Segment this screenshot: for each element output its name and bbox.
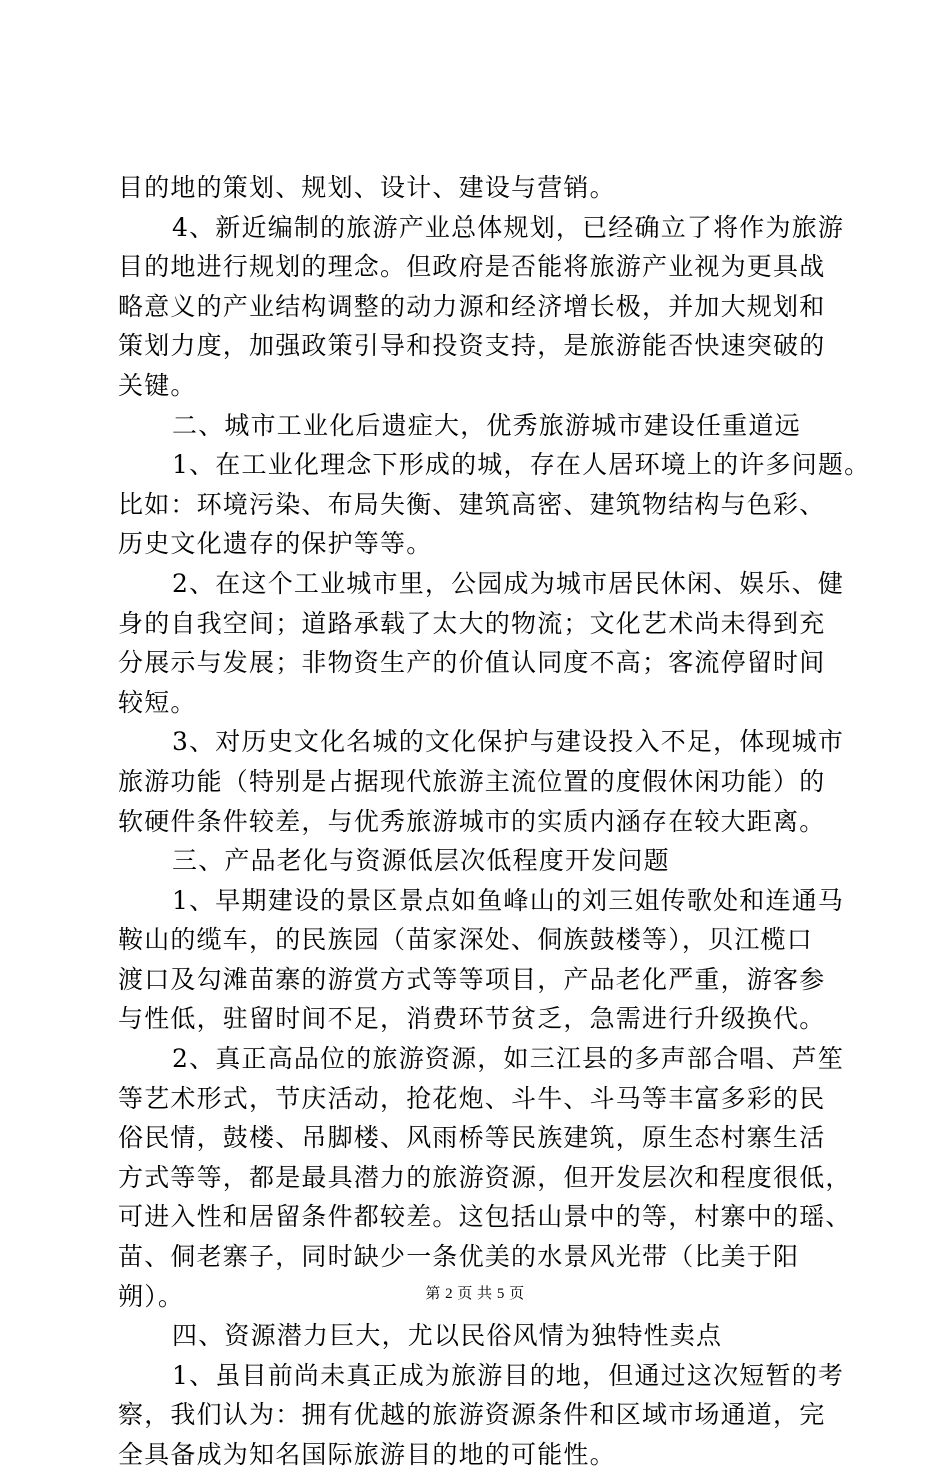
text-line: 三、产品老化与资源低层次低程度开发问题 <box>172 846 670 876</box>
text-line: 分展示与发展；非物资生产的价值认同度不高；客流停留时间 <box>118 648 826 678</box>
text-line: 1、早期建设的景区景点如鱼峰山的刘三姐传歌处和连通马 <box>172 885 845 915</box>
text-line: 旅游功能（特别是占据现代旅游主流位置的度假休闲功能）的 <box>118 766 826 796</box>
text-line: 朔）。 <box>118 1281 185 1311</box>
text-line: 3、对历史文化名城的文化保护与建设投入不足，体现城市 <box>172 727 845 757</box>
text-line: 软硬件条件较差，与优秀旅游城市的实质内涵存在较大距离。 <box>118 806 826 836</box>
text-line: 策划力度，加强政策引导和投资支持，是旅游能否快速突破的 <box>118 331 826 361</box>
text-line: 鞍山的缆车，的民族园（苗家深处、侗族鼓楼等），贝江榄口 <box>118 925 813 955</box>
text-line: 俗民情，鼓楼、吊脚楼、风雨桥等民族建筑，原生态村寨生活 <box>118 1123 826 1153</box>
text-line: 比如：环境污染、布局失衡、建筑高密、建筑物结构与色彩、 <box>118 489 826 519</box>
text-line: 1、在工业化理念下形成的城，存在人居环境上的许多问题。 <box>172 450 871 480</box>
text-line: 目的地的策划、规划、设计、建设与营销。 <box>118 173 616 202</box>
text-line: 历史文化遗存的保护等等。 <box>118 529 433 559</box>
text-line: 方式等等，都是最具潜力的旅游资源，但开发层次和程度很低， <box>118 1162 852 1192</box>
text-line: 与性低，驻留时间不足，消费环节贫乏，急需进行升级换代。 <box>118 1004 826 1034</box>
document-body <box>118 168 871 1475</box>
text-line: 四、资源潜力巨大，尤以民俗风情为独特性卖点 <box>172 1321 723 1351</box>
text-line: 1、虽目前尚未真正成为旅游目的地，但通过这次短暂的考 <box>172 1360 845 1390</box>
text-line: 渡口及勾滩苗寨的游赏方式等等项目，产品老化严重，游客参 <box>118 964 826 994</box>
text-line: 略意义的产业结构调整的动力源和经济增长极，并加大规划和 <box>118 291 826 321</box>
text-line: 目的地进行规划的理念。但政府是否能将旅游产业视为更具战 <box>118 252 826 282</box>
text-line: 全具备成为知名国际旅游目的地的可能性。 <box>118 1440 616 1469</box>
page-footer: 第 2 页 共 5 页 <box>425 1286 525 1302</box>
text-line: 身的自我空间；道路承载了太大的物流；文化艺术尚未得到充 <box>118 608 826 638</box>
text-line: 关键。 <box>118 370 197 400</box>
text-line: 等艺术形式，节庆活动，抢花炮、斗牛、斗马等丰富多彩的民 <box>118 1083 826 1113</box>
text-line: 2、在这个工业城市里，公园成为城市居民休闲、娱乐、健 <box>172 568 845 598</box>
text-line: 察，我们认为：拥有优越的旅游资源条件和区域市场通道，完 <box>118 1400 826 1430</box>
text-line: 苗、侗老寨子，同时缺少一条优美的水景风光带（比美于阳 <box>118 1242 800 1272</box>
text-line: 4、新近编制的旅游产业总体规划，已经确立了将作为旅游 <box>172 212 845 242</box>
text-line: 较短。 <box>118 687 197 717</box>
text-line: 2、真正高品位的旅游资源，如三江县的多声部合唱、芦笙 <box>172 1044 845 1074</box>
text-line: 可进入性和居留条件都较差。这包括山景中的等，村寨中的瑶、 <box>118 1202 852 1232</box>
text-line: 二、城市工业化后遗症大，优秀旅游城市建设任重道远 <box>172 410 801 440</box>
